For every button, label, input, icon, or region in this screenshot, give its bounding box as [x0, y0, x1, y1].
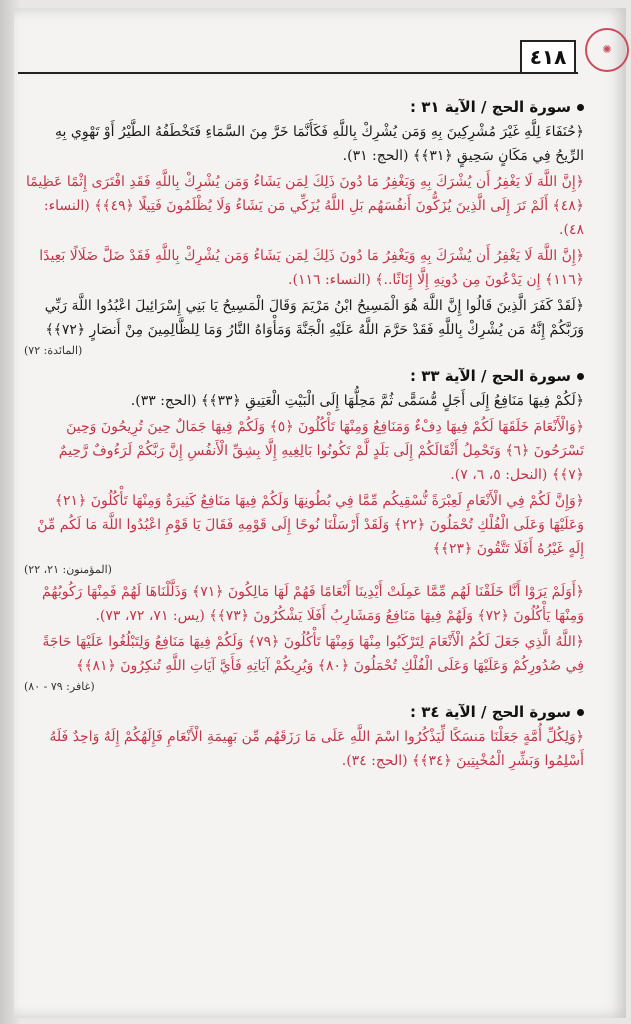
verse: ﴿أَوَلَمْ يَرَوْا أَنَّا خَلَقْنَا لَهُم مِّمَّا عَمِلَتْ أَيْدِينَا أَنْعَامًا فَهُمْ لَهَا مَالِكُونَ ﴿٧١﴾ وَذَلَّلْنَاهَا لَهُمْ فَمِنْهَا رَكُوبُهُمْ وَمِنْهَا يَأْكُلُونَ ﴿٧٢﴾ وَلَهُمْ فِيهَا مَنَافِعُ وَمَشَارِبُ أَفَلَا يَشْكُرُونَ ﴿٧٣﴾﴾ (يس: ٧١، ٧٢، ٧٣). — [42, 584, 584, 624]
verse: ﴿إِنَّ اللَّهَ لَا يَغْفِرُ أَن يُشْرَكَ بِهِ وَيَغْفِرُ مَا دُونَ ذَلِكَ لِمَن يَشَاءُ وَمَن يُشْرِكْ بِاللَّهِ فَقَدِ افْتَرَى إِثْمًا عَظِيمًا ﴿٤٨﴾ أَلَمْ تَرَ إِلَى الَّذِينَ يُزَكُّونَ أَنفُسَهُم بَلِ اللَّهُ يُزَكِّي مَن يَشَاءُ وَلَا يُظْلَمُونَ فَتِيلًا ﴿٤٩﴾﴾ (النساء: ٤٨). — [25, 174, 584, 238]
bullet-icon — [577, 709, 584, 716]
section-title-3: سورة الحج / الآية ٣٤ : — [24, 703, 584, 721]
section-title-2: سورة الحج / الآية ٣٣ : — [24, 367, 584, 385]
bullet-icon — [577, 373, 584, 380]
page-number: ٤١٨ — [520, 40, 576, 74]
verse: ﴿وَلِكُلِّ أُمَّةٍ جَعَلْنَا مَنسَكًا لِّيَذْكُرُوا اسْمَ اللَّهِ عَلَى مَا رَزَقَهُم مِّن بَهِيمَةِ الْأَنْعَامِ فَإِلَهُكُمْ إِلَهٌ وَاحِدٌ فَلَهُ أَسْلِمُوا وَبَشِّرِ الْمُخْبِتِينَ ﴿٣٤﴾﴾ (الحج: ٣٤). — [49, 729, 584, 769]
verse: ﴿وَالْأَنْعَامَ خَلَقَهَا لَكُمْ فِيهَا دِفْءٌ وَمَنَافِعُ وَمِنْهَا تَأْكُلُونَ ﴿٥﴾ وَلَكُمْ فِيهَا جَمَالٌ حِينَ تُرِيحُونَ وَحِينَ تَسْرَحُونَ ﴿٦﴾ وَتَحْمِلُ أَثْقَالَكُمْ إِلَى بَلَدٍ لَّمْ تَكُونُوا بَالِغِيهِ إِلَّا بِشِقِّ الْأَنفُسِ إِنَّ رَبَّكُمْ لَرَءُوفٌ رَّحِيمٌ ﴿٧﴾﴾ (النحل: ٥، ٦، ٧). — [58, 419, 584, 483]
verse: ﴿حُنَفَاءَ لِلَّهِ غَيْرَ مُشْرِكِينَ بِهِ وَمَن يُشْرِكْ بِاللَّهِ فَكَأَنَّمَا خَرَّ مِنَ السَّمَاءِ فَتَخْطَفُهُ الطَّيْرُ أَوْ تَهْوِي بِهِ الرِّيحُ فِي مَكَانٍ سَحِيقٍ ﴿٣١﴾﴾ (الحج: ٣١). — [55, 124, 584, 164]
section-title-1: سورة الحج / الآية ٣١ : — [24, 98, 584, 116]
verse: ﴿اللَّهُ الَّذِي جَعَلَ لَكُمُ الْأَنْعَامَ لِتَرْكَبُوا مِنْهَا وَمِنْهَا تَأْكُلُونَ ﴿٧٩﴾ وَلَكُمْ فِيهَا مَنَافِعُ وَلِتَبْلُغُوا عَلَيْهَا حَاجَةً فِي صُدُورِكُمْ وَعَلَيْهَا وَعَلَى الْفُلْكِ تُحْمَلُونَ ﴿٨٠﴾ وَيُرِيكُمْ آيَاتِهِ فَأَيَّ آيَاتِ اللَّهِ تُنكِرُونَ ﴿٨١﴾﴾ — [42, 634, 584, 674]
verse: ﴿وَإِنَّ لَكُمْ فِي الْأَنْعَامِ لَعِبْرَةً نُّسْقِيكُم مِّمَّا فِي بُطُونِهَا وَلَكُمْ فِيهَا مَنَافِعُ كَثِيرَةٌ وَمِنْهَا تَأْكُلُونَ ﴿٢١﴾ وَعَلَيْهَا وَعَلَى الْفُلْكِ تُحْمَلُونَ ﴿٢٢﴾ وَلَقَدْ أَرْسَلْنَا نُوحًا إِلَى قَوْمِهِ فَقَالَ يَا قَوْمِ اعْبُدُوا اللَّهَ مَا لَكُم مِّنْ إِلَهٍ غَيْرُهُ أَفَلَا تَتَّقُونَ ﴿٢٣﴾﴾ — [37, 493, 584, 557]
verse-reference: (المائدة: ٧٢) — [24, 344, 83, 357]
book-seal-icon: ✺ — [585, 28, 629, 72]
page-content — [24, 88, 584, 775]
verse-reference: (غافر: ٧٩ - ٨٠) — [24, 680, 95, 693]
verse: ﴿لَقَدْ كَفَرَ الَّذِينَ قَالُوا إِنَّ اللَّهَ هُوَ الْمَسِيحُ ابْنُ مَرْيَمَ وَقَالَ الْمَسِيحُ يَا بَنِي إِسْرَائِيلَ اعْبُدُوا اللَّهَ رَبِّي وَرَبَّكُمْ إِنَّهُ مَن يُشْرِكْ بِاللَّهِ فَقَدْ حَرَّمَ اللَّهُ عَلَيْهِ الْجَنَّةَ وَمَأْوَاهُ النَّارُ وَمَا لِلظَّالِمِينَ مِنْ أَنصَارٍ ﴿٧٢﴾﴾ — [44, 298, 584, 338]
verse: ﴿لَكُمْ فِيهَا مَنَافِعُ إِلَى أَجَلٍ مُّسَمًّى ثُمَّ مَحِلُّهَا إِلَى الْبَيْتِ الْعَتِيقِ ﴿٣٣﴾﴾ (الحج: ٣٣). — [130, 393, 584, 409]
header-rule — [18, 72, 578, 74]
verse-reference: (المؤمنون: ٢١، ٢٢) — [24, 563, 112, 576]
bullet-icon — [577, 104, 584, 111]
verse: ﴿إِنَّ اللَّهَ لَا يَغْفِرُ أَن يُشْرَكَ بِهِ وَيَغْفِرُ مَا دُونَ ذَلِكَ لِمَن يَشَاءُ وَمَن يُشْرِكْ بِاللَّهِ فَقَدْ ضَلَّ ضَلَالًا بَعِيدًا ﴿١١٦﴾ إِن يَدْعُونَ مِن دُونِهِ إِلَّا إِنَاثًا..﴾ (النساء: ١١٦). — [39, 248, 584, 288]
